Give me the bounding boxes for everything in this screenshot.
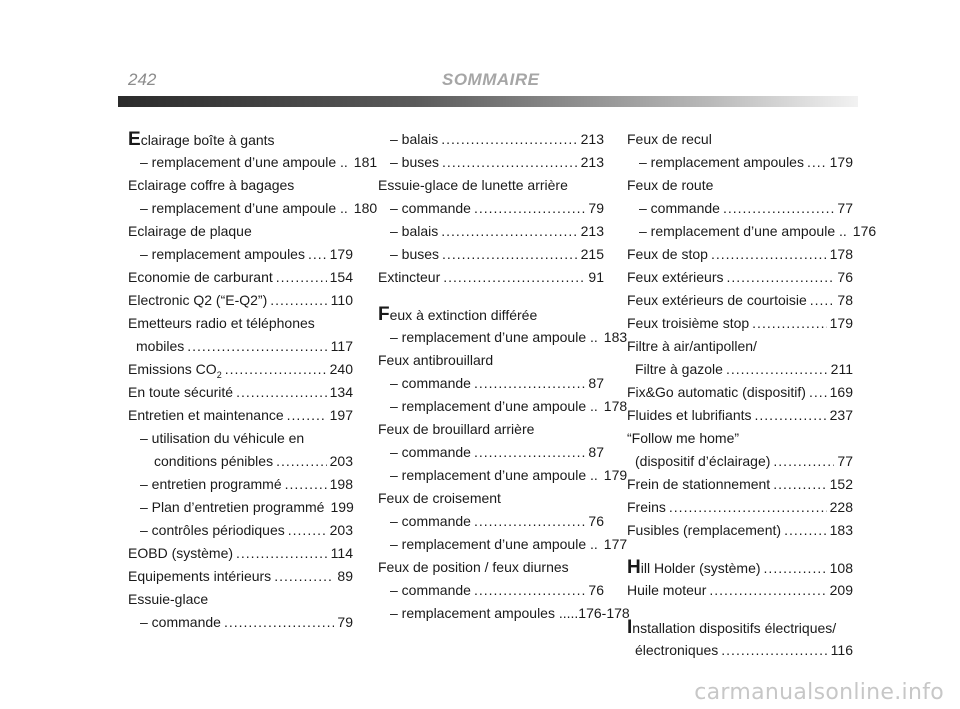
leader-dots <box>721 639 827 662</box>
entry-text: Fusibles (remplacement) <box>627 522 782 538</box>
index-entry <box>128 220 353 243</box>
index-entry <box>378 174 604 197</box>
index-entry <box>128 473 353 496</box>
entry-page: 237 <box>829 407 853 423</box>
entry-text: – commande <box>639 200 720 216</box>
entry-text: Emetteurs radio et téléphones <box>128 315 315 331</box>
leader-dots <box>288 519 327 542</box>
entry-page: 76 <box>588 513 604 529</box>
entry-text: Essuie-glace <box>128 591 209 607</box>
index-entry <box>128 519 353 542</box>
leader-dots <box>442 243 578 266</box>
index-entry <box>627 496 853 519</box>
index-entry <box>627 151 853 174</box>
index-entry <box>378 220 604 243</box>
entry-text: Entretien et maintenance <box>128 407 284 423</box>
entry-text: Feux antibrouillard <box>378 352 494 368</box>
index-entry <box>627 519 853 542</box>
index-entry <box>128 427 353 450</box>
entry-text: – remplacement ampoules <box>140 246 305 262</box>
index-entry <box>378 326 628 349</box>
entry-text: – buses <box>390 154 440 170</box>
leader-dots <box>187 335 327 358</box>
index-entry <box>128 174 353 197</box>
leader-dots <box>669 496 827 519</box>
leader-dots <box>810 289 835 312</box>
entry-text: Feux de recul <box>627 131 712 147</box>
index-entry <box>627 197 853 220</box>
entry-text: Filtre à gazole <box>635 361 723 377</box>
entry-page: 89 <box>337 568 353 584</box>
entry-page: 78 <box>837 292 853 308</box>
leader-dots <box>809 381 827 404</box>
index-entry <box>128 611 353 634</box>
index-entry <box>627 266 853 289</box>
entry-page: 134 <box>329 384 353 400</box>
index-entry <box>128 542 353 565</box>
index-entry <box>627 174 853 197</box>
index-entry <box>627 579 853 602</box>
entry-text: Feux de brouillard arrière <box>378 421 535 437</box>
entry-text: Feux de position / feux diurnes <box>378 559 569 575</box>
leader-dots <box>443 266 585 289</box>
entry-text: – remplacement d’une ampoule .. <box>390 536 598 552</box>
entry-text: Fix&Go automatic (dispositif) <box>627 384 806 400</box>
entry-text: (dispositif d’éclairage) <box>635 453 771 469</box>
index-entry <box>627 128 853 151</box>
leader-dots <box>773 473 826 496</box>
leader-dots <box>764 557 827 580</box>
leader-dots <box>474 441 585 464</box>
leader-dots <box>726 266 834 289</box>
index-entry <box>128 450 353 473</box>
leader-dots <box>308 243 327 266</box>
entry-text: Economie de carburant <box>128 269 273 285</box>
index-entry <box>128 496 353 519</box>
entry-text: Essuie-glace de lunette arrière <box>378 177 568 193</box>
entry-text: – remplacement d’une ampoule .. <box>390 398 598 414</box>
entry-text: conditions pénibles <box>154 453 274 469</box>
entry-text: clairage boîte à gants <box>140 132 275 148</box>
entry-page: 198 <box>329 476 353 492</box>
entry-text: Filtre à air/antipollen/ <box>627 338 757 354</box>
index-column-1 <box>128 128 378 634</box>
entry-text: – remplacement d’une ampoule .. <box>390 329 598 345</box>
index-entry <box>378 418 604 441</box>
entry-text: En toute sécurité <box>128 384 234 400</box>
leader-dots <box>474 197 585 220</box>
leader-dots <box>723 197 834 220</box>
leader-dots <box>726 358 828 381</box>
index-entry <box>128 312 353 335</box>
entry-page: 181 <box>353 154 378 170</box>
entry-page: 179 <box>829 154 853 170</box>
leader-dots <box>807 151 827 174</box>
section-gap <box>627 602 853 616</box>
index-entry <box>378 303 604 326</box>
entry-page: 209 <box>829 582 853 598</box>
index-entry <box>378 372 604 395</box>
entry-text: Freins <box>627 499 666 515</box>
entry-text: “Follow me home” <box>627 430 740 446</box>
entry-page: 110 <box>330 292 353 308</box>
index-entry <box>128 335 353 358</box>
header-rule <box>118 96 858 107</box>
index-entry <box>627 381 853 404</box>
leader-dots <box>441 220 577 243</box>
page-number: 242 <box>128 70 157 89</box>
index-entry <box>627 243 853 266</box>
leader-dots <box>474 510 585 533</box>
leader-dots <box>474 372 585 395</box>
leader-dots <box>784 519 827 542</box>
leader-dots <box>276 266 327 289</box>
entry-page: 213 <box>580 154 604 170</box>
index-entry <box>128 588 353 611</box>
leader-dots <box>236 381 327 404</box>
entry-page: 178 <box>603 398 628 414</box>
entry-page: 152 <box>829 476 853 492</box>
leader-dots <box>274 565 334 588</box>
entry-text: – Plan d’entretien programmé <box>140 499 325 515</box>
entry-page: 213 <box>580 131 604 147</box>
entry-page: 228 <box>829 499 853 515</box>
entry-page: 203 <box>329 522 353 538</box>
section-gap <box>627 542 853 556</box>
section-initial: H <box>627 557 641 578</box>
entry-text: Eclairage de plaque <box>128 223 252 239</box>
page-title: SOMMAIRE <box>442 70 540 89</box>
index-entry <box>627 220 877 243</box>
leader-dots <box>711 243 827 266</box>
entry-page: 211 <box>830 361 853 377</box>
entry-text: Feux de croisement <box>378 490 501 506</box>
index-entry <box>378 556 604 579</box>
entry-text: Huile moteur <box>627 582 707 598</box>
entry-text: Fluides et lubrifiants <box>627 407 752 423</box>
watermark: carmanualsonline.info <box>694 680 944 705</box>
entry-text: – contrôles périodiques <box>140 522 285 538</box>
index-entry <box>128 381 353 404</box>
leader-dots <box>236 542 328 565</box>
entry-text: – commande <box>390 582 471 598</box>
entry-text: Feux de stop <box>627 246 708 262</box>
index-entry <box>378 349 604 372</box>
leader-dots <box>224 611 334 634</box>
entry-text: – commande <box>390 444 471 460</box>
index-entry <box>627 312 853 335</box>
index-entry <box>128 266 353 289</box>
entry-text: Eclairage coffre à bagages <box>128 177 295 193</box>
entry-page: 180 <box>353 200 378 216</box>
entry-text: Emissions CO <box>128 361 217 377</box>
leader-dots <box>285 473 327 496</box>
entry-text: – remplacement d’une ampoule .. <box>140 154 348 170</box>
entry-page: 197 <box>329 407 353 423</box>
entry-text: eux à extinction différée <box>389 307 538 323</box>
index-entry <box>627 556 853 579</box>
index-entry <box>627 335 853 358</box>
entry-text: – commande <box>390 200 471 216</box>
entry-page: 183 <box>603 329 628 345</box>
entry-text: Feux extérieurs <box>627 269 724 285</box>
index-column-3 <box>627 128 877 662</box>
entry-text: – balais <box>390 223 439 239</box>
index-entry <box>378 266 604 289</box>
entry-text: Equipements intérieurs <box>128 568 272 584</box>
entry-page: 179 <box>603 467 628 483</box>
entry-text: – commande <box>390 513 471 529</box>
index-entry <box>378 510 604 533</box>
entry-text: électroniques <box>635 642 719 658</box>
leader-dots <box>270 289 327 312</box>
index-entry <box>128 565 353 588</box>
entry-text: Electronic Q2 (“E-Q2”) <box>128 292 268 308</box>
index-entry <box>128 128 353 151</box>
index-entry <box>128 358 353 381</box>
index-entry <box>378 464 628 487</box>
entry-page: 169 <box>829 384 853 400</box>
leader-dots <box>474 579 585 602</box>
entry-page: 240 <box>329 361 353 377</box>
entry-text: – balais <box>390 131 439 147</box>
entry-page: 87 <box>588 444 604 460</box>
entry-page: 215 <box>580 246 604 262</box>
entry-text: – remplacement ampoules <box>639 154 804 170</box>
entry-page: 108 <box>829 560 853 576</box>
index-entry <box>128 197 378 220</box>
index-entry <box>627 427 853 450</box>
index-entry <box>627 358 853 381</box>
index-entry <box>378 395 628 418</box>
section-initial: F <box>378 304 390 325</box>
entry-page: 87 <box>588 375 604 391</box>
section-gap <box>378 289 604 303</box>
entry-text: – commande <box>390 375 471 391</box>
index-entry <box>627 473 853 496</box>
leader-dots <box>709 579 826 602</box>
entry-text: – remplacement d’une ampoule .. <box>390 467 598 483</box>
entry-page: 176 <box>852 223 877 239</box>
entry-text: Feux de route <box>627 177 714 193</box>
index-entry <box>378 602 630 625</box>
index-entry <box>378 441 604 464</box>
index-entry <box>378 197 604 220</box>
subscript: 2 <box>216 369 222 380</box>
index-entry <box>378 243 604 266</box>
leader-dots <box>276 450 327 473</box>
entry-text: Feux troisième stop <box>627 315 750 331</box>
index-entry <box>128 289 353 312</box>
entry-text: mobiles <box>136 338 185 354</box>
entry-page: 77 <box>837 453 853 469</box>
entry-text: EOBD (système) <box>128 545 234 561</box>
index-entry <box>627 616 853 639</box>
entry-page: 213 <box>580 223 604 239</box>
entry-page: 183 <box>829 522 853 538</box>
index-entry <box>378 579 604 602</box>
entry-text: – buses <box>390 246 440 262</box>
entry-page: 177 <box>603 536 628 552</box>
entry-text: Feux extérieurs de courtoisie <box>627 292 807 308</box>
entry-text: Frein de stationnement <box>627 476 771 492</box>
index-entry <box>128 404 353 427</box>
section-initial: I <box>627 617 633 638</box>
leader-dots <box>441 128 577 151</box>
entry-page: 203 <box>329 453 353 469</box>
index-entry <box>627 450 853 473</box>
entry-page: 79 <box>588 200 604 216</box>
leader-dots <box>773 450 834 473</box>
entry-page: 76 <box>837 269 853 285</box>
entry-page: 154 <box>329 269 353 285</box>
entry-text: nstallation dispositifs électriques/ <box>632 620 837 636</box>
entry-page: 179 <box>329 246 353 262</box>
entry-text: – remplacement d’une ampoule .. <box>140 200 348 216</box>
entry-page: 116 <box>830 642 853 658</box>
index-entry <box>378 128 604 151</box>
entry-page: 178 <box>829 246 853 262</box>
leader-dots <box>287 404 327 427</box>
entry-page: 179 <box>829 315 853 331</box>
entry-text: ill Holder (système) <box>640 560 761 576</box>
entry-text: – remplacement d’une ampoule .. <box>639 223 847 239</box>
section-initial: E <box>128 129 141 150</box>
entry-text: Extincteur <box>378 269 441 285</box>
index-entry <box>627 404 853 427</box>
index-entry <box>378 487 604 510</box>
index-entry <box>378 533 628 556</box>
entry-text: – entretien programmé <box>140 476 282 492</box>
entry-text: – remplacement ampoules .....176-178 <box>390 605 630 621</box>
entry-text: – utilisation du véhicule en <box>140 430 305 446</box>
entry-text: – commande <box>140 614 221 630</box>
entry-page: 117 <box>330 338 353 354</box>
entry-page: 76 <box>588 582 604 598</box>
entry-page: 79 <box>337 614 353 630</box>
leader-dots <box>755 404 827 427</box>
index-entry <box>128 151 378 174</box>
index-entry <box>627 639 853 662</box>
index-entry <box>128 243 353 266</box>
entry-page: 91 <box>588 269 604 285</box>
entry-page: 199 <box>330 499 354 515</box>
entry-page: 114 <box>330 545 353 561</box>
leader-dots <box>225 358 327 381</box>
leader-dots <box>442 151 578 174</box>
index-entry <box>378 151 604 174</box>
index-column-2 <box>378 128 630 625</box>
index-entry <box>627 289 853 312</box>
entry-page: 77 <box>837 200 853 216</box>
leader-dots <box>752 312 826 335</box>
